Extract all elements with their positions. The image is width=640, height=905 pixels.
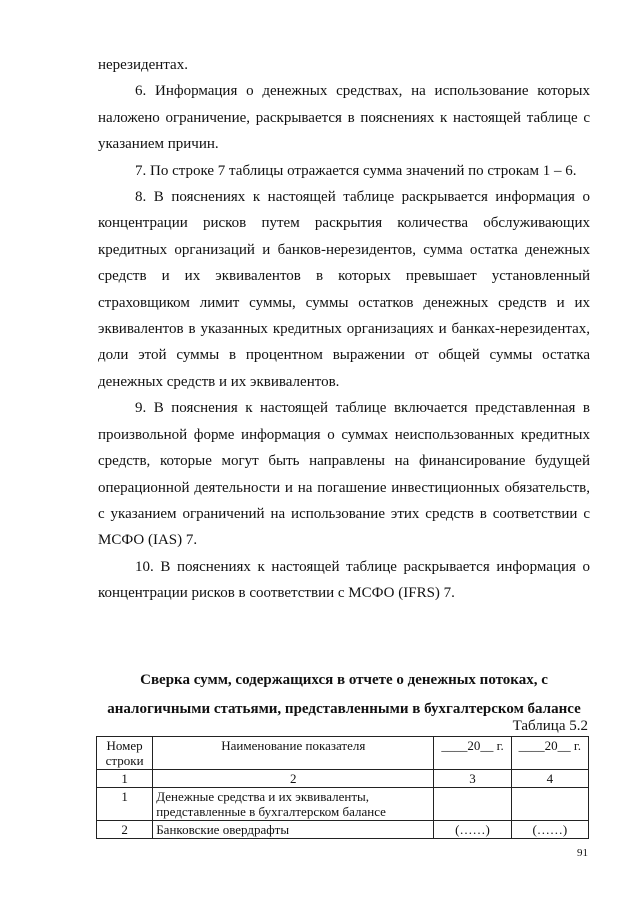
row-indicator-name: Банковские овердрафты	[153, 821, 434, 839]
heading-line-1: Сверка сумм, содержащихся в отчете о денежных потоках, с	[140, 672, 548, 688]
row-number: 1	[97, 788, 153, 821]
body-text	[98, 52, 590, 607]
paragraph-8: 8. В пояснениях к настоящей таблице раскрывается информация о концентрации рисков путем раскрытия количества обслуживающих кредитных организаций и банков-нерезидентов, сумма остатка денежных средств и их эквивалентов в которых превышает установленный страховщиком лимит суммы, суммы остатков денежных средств и их эквивалентов в указанных кредитных организациях и банках-нерезидентах, доли этой суммы в процентном выражении от общей суммы остатка денежных средств и их эквивалентов.	[98, 189, 590, 390]
table-caption: Таблица 5.2	[512, 718, 588, 734]
paragraph-10: 10. В пояснениях к настоящей таблице раскрывается информация о концентрации рисков в соответствии с МСФО (IFRS) 7.	[98, 558, 590, 602]
header-year-2: ____20__ г.	[511, 737, 588, 770]
table-header-row	[97, 737, 589, 770]
paragraph-6: 6. Информация о денежных средствах, на использование которых наложено ограничение, раскрывается в пояснениях к настоящей таблице с указанием причин.	[98, 83, 590, 153]
column-number: 2	[153, 770, 434, 788]
header-row-number: Номер строки	[97, 737, 153, 770]
table-row	[97, 821, 589, 839]
page-number: 91	[577, 847, 588, 859]
heading-line-2: аналогичными статьями, представленными в бухгалтерском балансе	[107, 701, 581, 717]
row-number: 2	[97, 821, 153, 839]
row-value-year-2	[511, 788, 588, 821]
paragraph-continuation: нерезидентах.	[98, 57, 188, 73]
header-indicator-name: Наименование показателя	[153, 737, 434, 770]
table-column-numbers-row	[97, 770, 589, 788]
section-heading	[98, 666, 590, 724]
row-value-year-1	[434, 788, 511, 821]
column-number: 1	[97, 770, 153, 788]
header-year-1: ____20__ г.	[434, 737, 511, 770]
row-indicator-name: Денежные средства и их эквиваленты, представленные в бухгалтерском балансе	[153, 788, 434, 821]
paragraph-7: 7. По строке 7 таблицы отражается сумма значений по строкам 1 – 6.	[135, 162, 577, 179]
column-number: 4	[511, 770, 588, 788]
reconciliation-table	[96, 736, 589, 839]
row-value-year-2: (……)	[511, 821, 588, 839]
paragraph-9: 9. В пояснения к настоящей таблице включается представленная в произвольной форме информация о суммах неиспользованных кредитных средств, которые могут быть направлены на финансирование будущей операционной деятельности и на погашение инвестиционных обязательств, с указанием ограничений на использование этих средств в соответствии с МСФО (IAS) 7.	[98, 400, 590, 549]
row-value-year-1: (……)	[434, 821, 511, 839]
table-row	[97, 788, 589, 821]
column-number: 3	[434, 770, 511, 788]
